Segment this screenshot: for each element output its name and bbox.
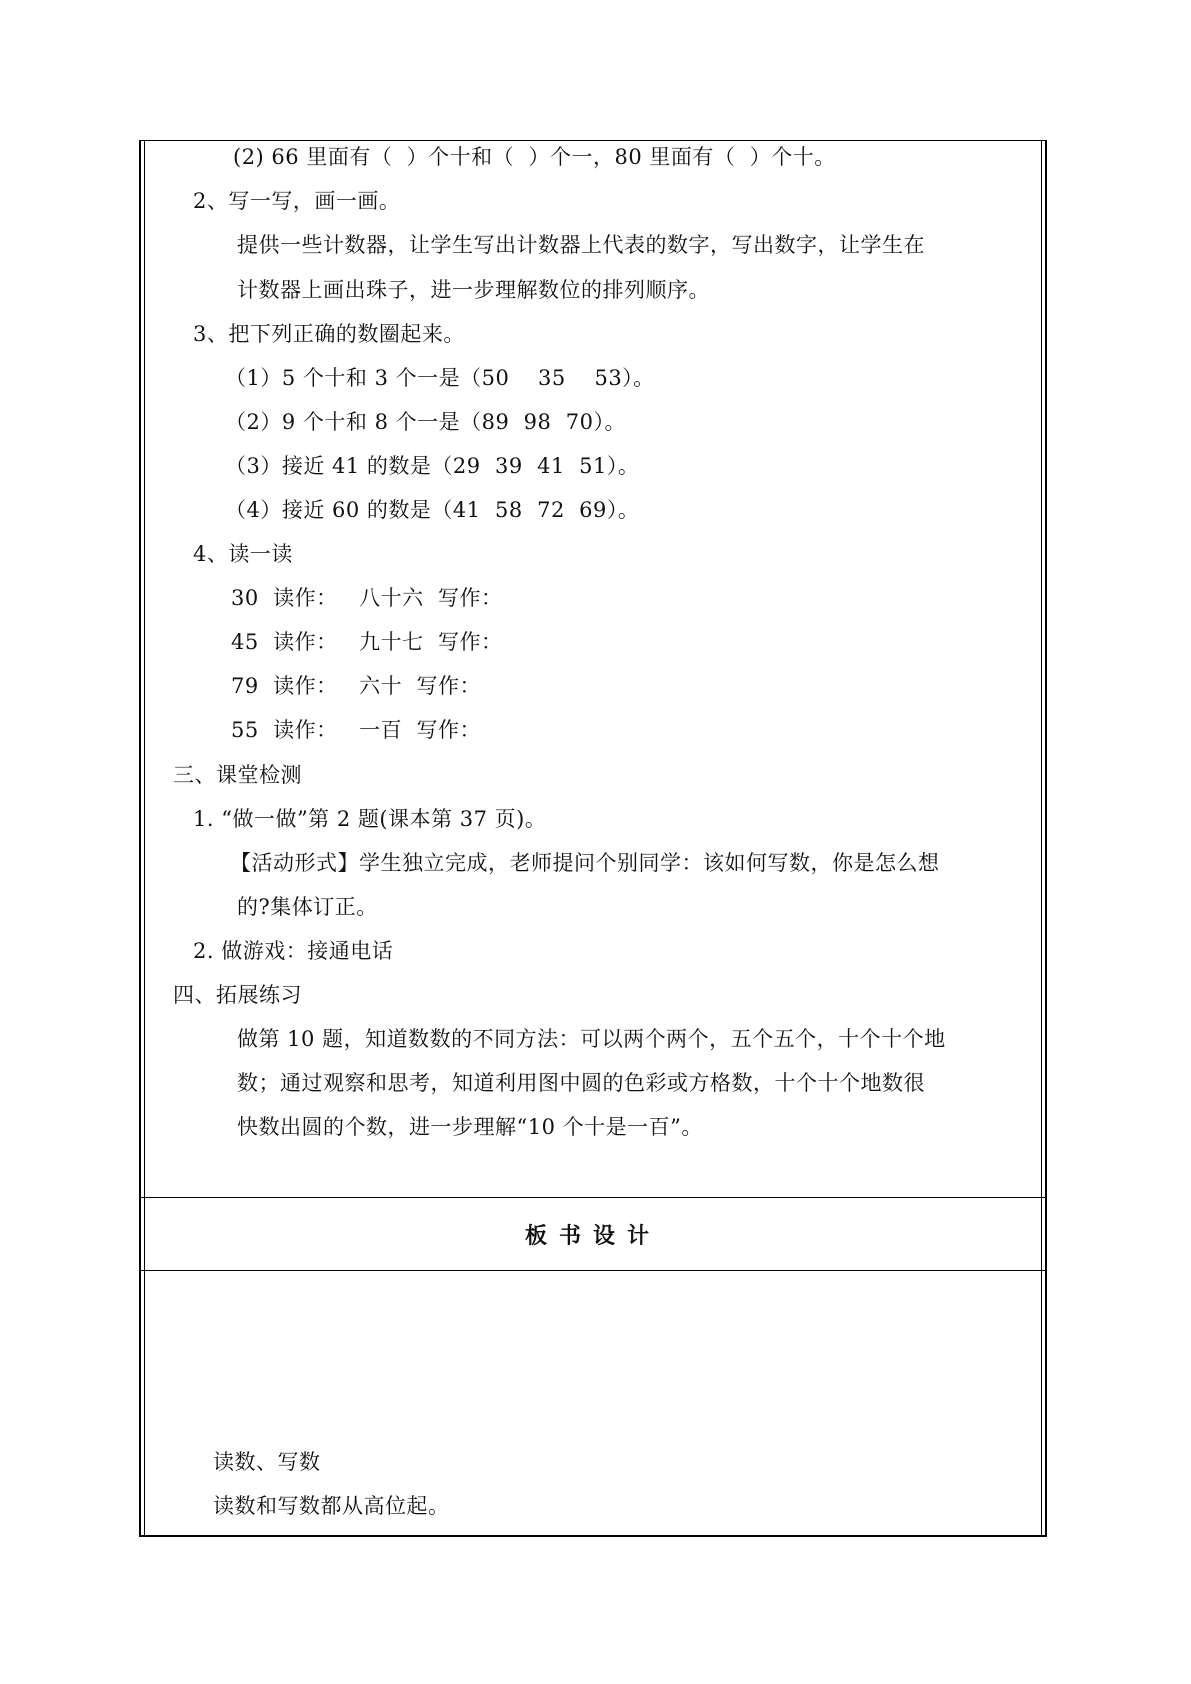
item-2-heading: 2、写一写，画一画。 [193,189,401,213]
section-3-activity-2: 的?集体订正。 [237,895,378,919]
read-row-30: 30 读作： 八十六 写作： [231,586,503,610]
section-divider-top [139,1197,1047,1198]
item-2-text-2: 计数器上画出珠子，进一步理解数位的排列顺序。 [237,278,710,302]
section-divider-bottom [139,1270,1047,1271]
section-3-activity-1: 【活动形式】学生独立完成，老师提问个别同学：该如何写数，你是怎么想 [230,851,940,875]
frame-inner-left-rule [144,140,145,1535]
section-4-heading: 四、拓展练习 [173,983,302,1007]
item-3-question-1: （1）5 个十和 3 个一是（50 35 53）。 [225,366,655,390]
board-line-1: 读数、写数 [213,1450,321,1474]
item-3-question-3: （3）接近 41 的数是（29 39 41 51）。 [225,454,640,478]
item-2-text-1: 提供一些计数器，让学生写出计数器上代表的数字，写出数字，让学生在 [237,233,925,257]
read-row-45: 45 读作： 九十七 写作： [231,630,503,654]
item-3-heading: 3、把下列正确的数圈起来。 [193,322,465,346]
section-4-text-3: 快数出圆的个数，进一步理解“10 个十是一百”。 [237,1115,703,1139]
item-3-question-4: （4）接近 60 的数是（41 58 72 69）。 [225,498,640,522]
exercise-1-2: (2) 66 里面有（ ）个十和（ ）个一，80 里面有（ ）个十。 [233,145,836,169]
frame-inner-right-rule [1041,140,1042,1535]
section-4-text-2: 数；通过观察和思考，知道利用图中圆的色彩或方格数，十个十个地数很 [237,1071,925,1095]
section-4-text-1: 做第 10 题，知道数数的不同方法：可以两个两个，五个五个，十个十个地 [237,1027,946,1051]
section-3-item-1: 1. “做一做”第 2 题(课本第 37 页)。 [193,807,547,831]
table-frame [139,140,1047,1537]
item-4-heading: 4、读一读 [193,542,293,566]
read-row-79: 79 读作： 六十 写作： [231,674,481,698]
board-design-heading: 板书设计 [524,1224,661,1249]
board-line-2: 读数和写数都从高位起。 [213,1494,450,1518]
section-3-heading: 三、课堂检测 [173,763,302,787]
item-3-question-2: （2）9 个十和 8 个一是（89 98 70）。 [225,410,626,434]
read-row-55: 55 读作： 一百 写作： [231,718,481,742]
section-3-item-2: 2. 做游戏：接通电话 [193,939,394,963]
table-top-rule [139,140,1047,141]
